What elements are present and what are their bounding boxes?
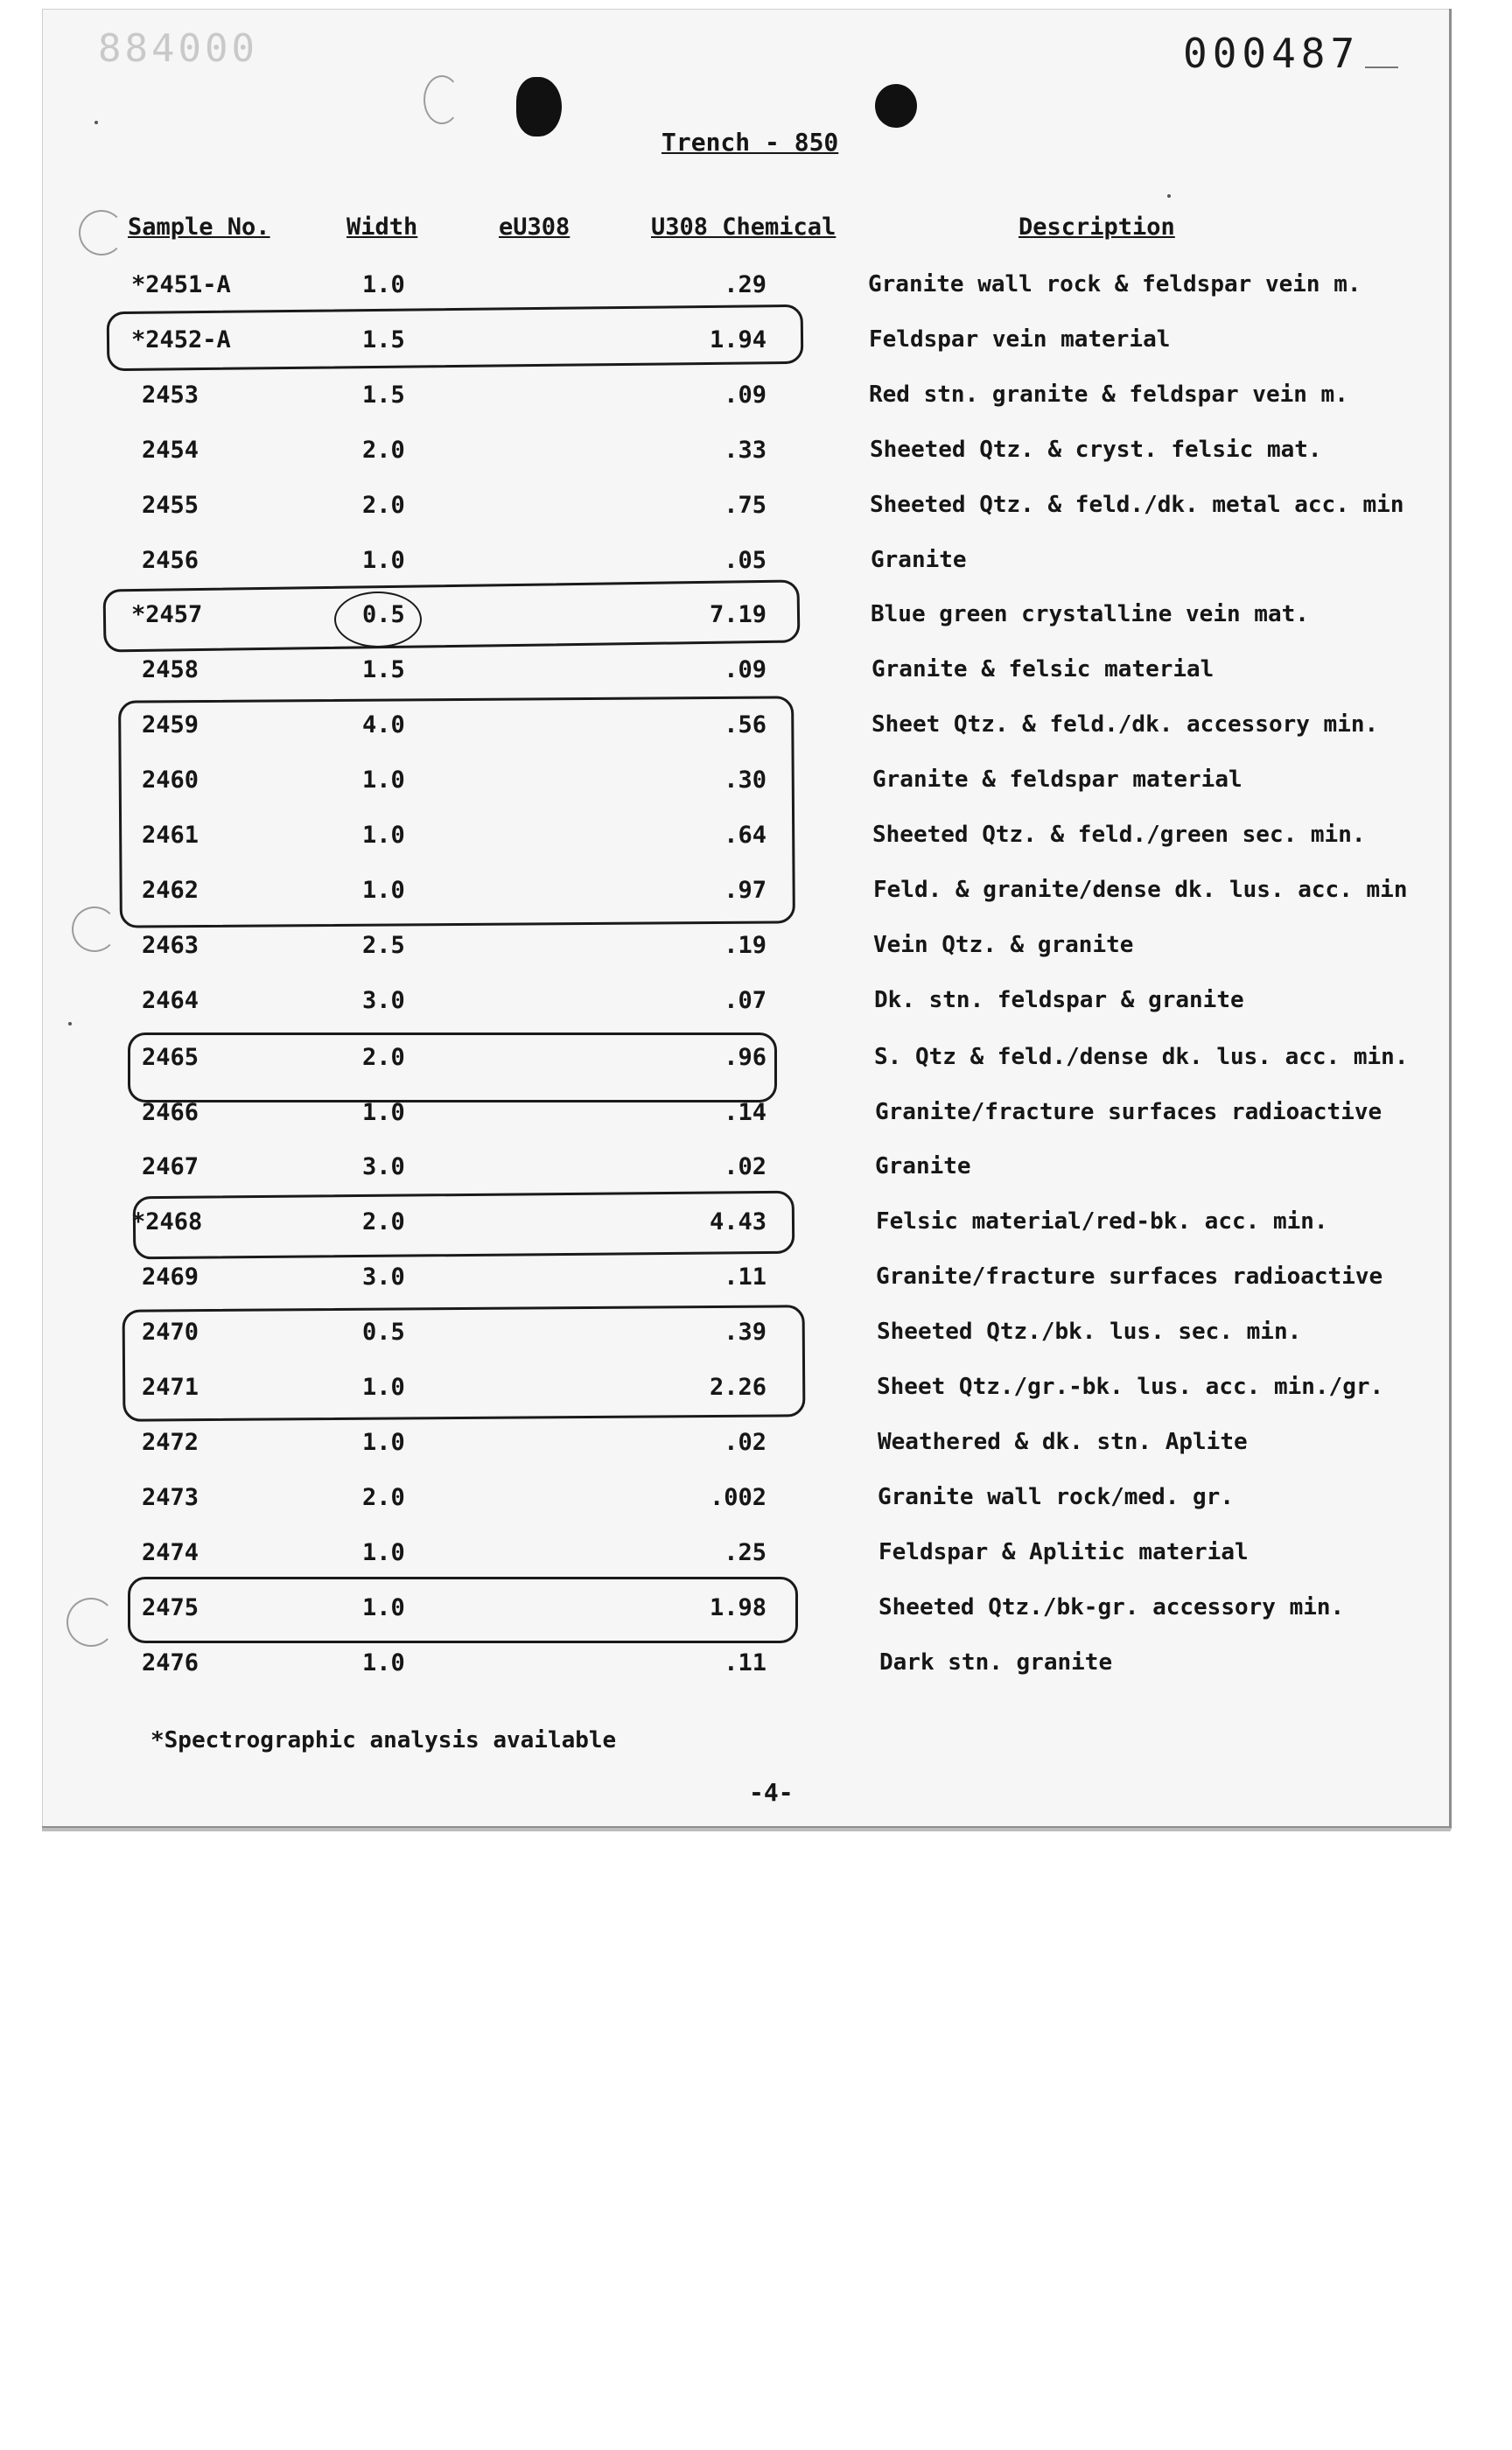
page-footer-number: -4-	[749, 1778, 794, 1807]
sample-number: 2466	[142, 1099, 200, 1126]
sample-width: 0.5	[362, 1319, 405, 1346]
sample-description: Sheet Qtz. & feld./dk. accessory min.	[872, 711, 1379, 738]
sample-description: S. Qtz & feld./dense dk. lus. acc. min.	[874, 1044, 1409, 1070]
sample-u308-chemical: .30	[724, 766, 766, 794]
sample-width: 1.0	[362, 1539, 405, 1566]
sample-number: 2455	[142, 492, 200, 519]
sample-number: 2456	[142, 547, 200, 574]
sample-number: 2476	[142, 1649, 200, 1676]
sample-number: *2451-A	[131, 271, 231, 298]
sample-u308-chemical: .07	[724, 987, 766, 1014]
sample-description: Red stn. granite & feldspar vein m.	[869, 382, 1348, 408]
sample-width: 3.0	[362, 987, 405, 1014]
hand-drawn-circle	[128, 1032, 777, 1102]
punch-hole-mark	[66, 1598, 116, 1647]
punch-hole	[516, 77, 562, 136]
sample-number: *2457	[131, 601, 203, 628]
punch-hole-mark	[424, 75, 460, 124]
sample-u308-chemical: .97	[724, 877, 766, 904]
sample-description: Sheeted Qtz./bk. lus. sec. min.	[877, 1319, 1302, 1345]
sample-number: 2470	[142, 1319, 200, 1346]
sample-description: Granite & feldspar material	[872, 766, 1242, 793]
sample-u308-chemical: .19	[724, 932, 766, 959]
sample-u308-chemical: .33	[724, 437, 766, 464]
sample-description: Feldspar & Aplitic material	[878, 1539, 1249, 1565]
sample-number: *2452-A	[131, 326, 231, 354]
sample-number: 2465	[142, 1044, 200, 1071]
sample-description: Granite	[875, 1153, 971, 1180]
sample-width: 1.5	[362, 326, 405, 354]
sample-width: 0.5	[362, 601, 405, 628]
sample-number: 2471	[142, 1374, 200, 1401]
punch-hole	[875, 84, 917, 128]
sample-description: Vein Qtz. & granite	[873, 932, 1134, 958]
sample-description: Granite & felsic material	[872, 656, 1214, 682]
hand-drawn-circle	[118, 696, 795, 928]
number-underline	[1365, 66, 1398, 68]
sample-u308-chemical: .02	[724, 1153, 766, 1180]
sample-number: 2475	[142, 1594, 200, 1621]
document-number: 000487	[1183, 30, 1361, 77]
sample-description: Felsic material/red-bk. acc. min.	[876, 1208, 1328, 1235]
sample-number: 2458	[142, 656, 200, 683]
sample-width: 1.5	[362, 382, 405, 409]
sample-number: 2467	[142, 1153, 200, 1180]
sample-number: 2461	[142, 822, 200, 849]
column-header-eu308: eU308	[499, 214, 570, 241]
sample-description: Granite/fracture surfaces radioactive	[876, 1264, 1383, 1290]
sample-u308-chemical: .75	[724, 492, 766, 519]
paper-speck	[94, 121, 98, 124]
hand-drawn-circle	[103, 579, 801, 652]
sample-width: 1.0	[362, 1649, 405, 1676]
sample-u308-chemical: 7.19	[709, 601, 766, 628]
sample-number: 2463	[142, 932, 200, 959]
sample-u308-chemical: .11	[724, 1264, 766, 1291]
sample-number: 2474	[142, 1539, 200, 1566]
sample-width: 1.0	[362, 1099, 405, 1126]
sample-width: 2.0	[362, 492, 405, 519]
sample-width: 1.0	[362, 1374, 405, 1401]
sample-width: 1.0	[362, 766, 405, 794]
sample-number: 2460	[142, 766, 200, 794]
sample-u308-chemical: 2.26	[709, 1374, 766, 1401]
sample-description: Feldspar vein material	[869, 326, 1171, 353]
sample-description: Sheet Qtz./gr.-bk. lus. acc. min./gr.	[877, 1374, 1384, 1400]
sample-u308-chemical: .29	[724, 271, 766, 298]
sample-width: 1.0	[362, 547, 405, 574]
sample-width: 1.0	[362, 1429, 405, 1456]
page-edge-shadow	[42, 1828, 1451, 1831]
hand-drawn-circle	[122, 1305, 806, 1421]
sample-description: Blue green crystalline vein mat.	[871, 601, 1309, 627]
sample-number: *2468	[131, 1208, 203, 1236]
footnote: *Spectrographic analysis available	[150, 1727, 617, 1754]
sample-u308-chemical: .02	[724, 1429, 766, 1456]
sample-u308-chemical: .002	[709, 1484, 766, 1511]
sample-description: Feld. & granite/dense dk. lus. acc. min	[873, 877, 1408, 903]
hand-drawn-circle	[334, 592, 422, 648]
sample-description: Weathered & dk. stn. Aplite	[878, 1429, 1248, 1455]
sample-u308-chemical: .05	[724, 547, 766, 574]
sample-width: 1.5	[362, 656, 405, 683]
sample-description: Sheeted Qtz. & feld./dk. metal acc. min	[870, 492, 1404, 518]
sample-width: 1.0	[362, 1594, 405, 1621]
sample-u308-chemical: .39	[724, 1319, 766, 1346]
sample-width: 2.5	[362, 932, 405, 959]
sample-description: Sheeted Qtz./bk-gr. accessory min.	[878, 1594, 1345, 1620]
sample-number: 2473	[142, 1484, 200, 1511]
sample-description: Sheeted Qtz. & feld./green sec. min.	[872, 822, 1366, 848]
sample-number: 2454	[142, 437, 200, 464]
sample-number: 2453	[142, 382, 200, 409]
column-header-width: Width	[346, 214, 418, 241]
sample-number: 2462	[142, 877, 200, 904]
sample-u308-chemical: 1.94	[709, 326, 766, 354]
sample-number: 2472	[142, 1429, 200, 1456]
sample-width: 1.0	[362, 877, 405, 904]
sample-number: 2464	[142, 987, 200, 1014]
sample-u308-chemical: .09	[724, 656, 766, 683]
sample-u308-chemical: .25	[724, 1539, 766, 1566]
faint-stamp-number: 884000	[98, 26, 258, 71]
sample-description: Sheeted Qtz. & cryst. felsic mat.	[870, 437, 1322, 463]
sample-description: Granite wall rock/med. gr.	[878, 1484, 1234, 1510]
punch-hole-mark	[79, 210, 124, 256]
sample-u308-chemical: .96	[724, 1044, 766, 1071]
hand-drawn-circle	[107, 304, 804, 371]
sample-u308-chemical: .14	[724, 1099, 766, 1126]
paper-speck	[1167, 194, 1171, 198]
sample-width: 3.0	[362, 1264, 405, 1291]
sample-width: 4.0	[362, 711, 405, 738]
punch-hole-mark	[72, 906, 117, 952]
sample-number: 2469	[142, 1264, 200, 1291]
sample-width: 2.0	[362, 1484, 405, 1511]
sample-number: 2459	[142, 711, 200, 738]
sample-description: Granite/fracture surfaces radioactive	[875, 1099, 1382, 1125]
sample-description: Dk. stn. feldspar & granite	[874, 987, 1244, 1013]
sample-width: 1.0	[362, 271, 405, 298]
paper-speck	[68, 1022, 72, 1026]
sample-u308-chemical: 4.43	[709, 1208, 766, 1236]
sample-width: 2.0	[362, 437, 405, 464]
sample-width: 1.0	[362, 822, 405, 849]
column-header-description: Description	[1018, 214, 1175, 241]
column-header-u308-chemical: U308 Chemical	[651, 214, 836, 241]
sample-description: Granite wall rock & feldspar vein m.	[868, 271, 1362, 298]
sample-width: 3.0	[362, 1153, 405, 1180]
column-header-sample: Sample No.	[128, 214, 270, 241]
sample-u308-chemical: .56	[724, 711, 766, 738]
page-title: Trench - 850	[662, 128, 839, 157]
hand-drawn-circle	[128, 1577, 798, 1643]
sample-u308-chemical: .09	[724, 382, 766, 409]
sample-width: 2.0	[362, 1044, 405, 1071]
hand-drawn-circle	[133, 1191, 795, 1260]
sample-u308-chemical: .64	[724, 822, 766, 849]
sample-description: Dark stn. granite	[879, 1649, 1113, 1676]
sample-u308-chemical: 1.98	[709, 1594, 766, 1621]
sample-u308-chemical: .11	[724, 1649, 766, 1676]
sample-description: Granite	[871, 547, 967, 573]
sample-width: 2.0	[362, 1208, 405, 1236]
